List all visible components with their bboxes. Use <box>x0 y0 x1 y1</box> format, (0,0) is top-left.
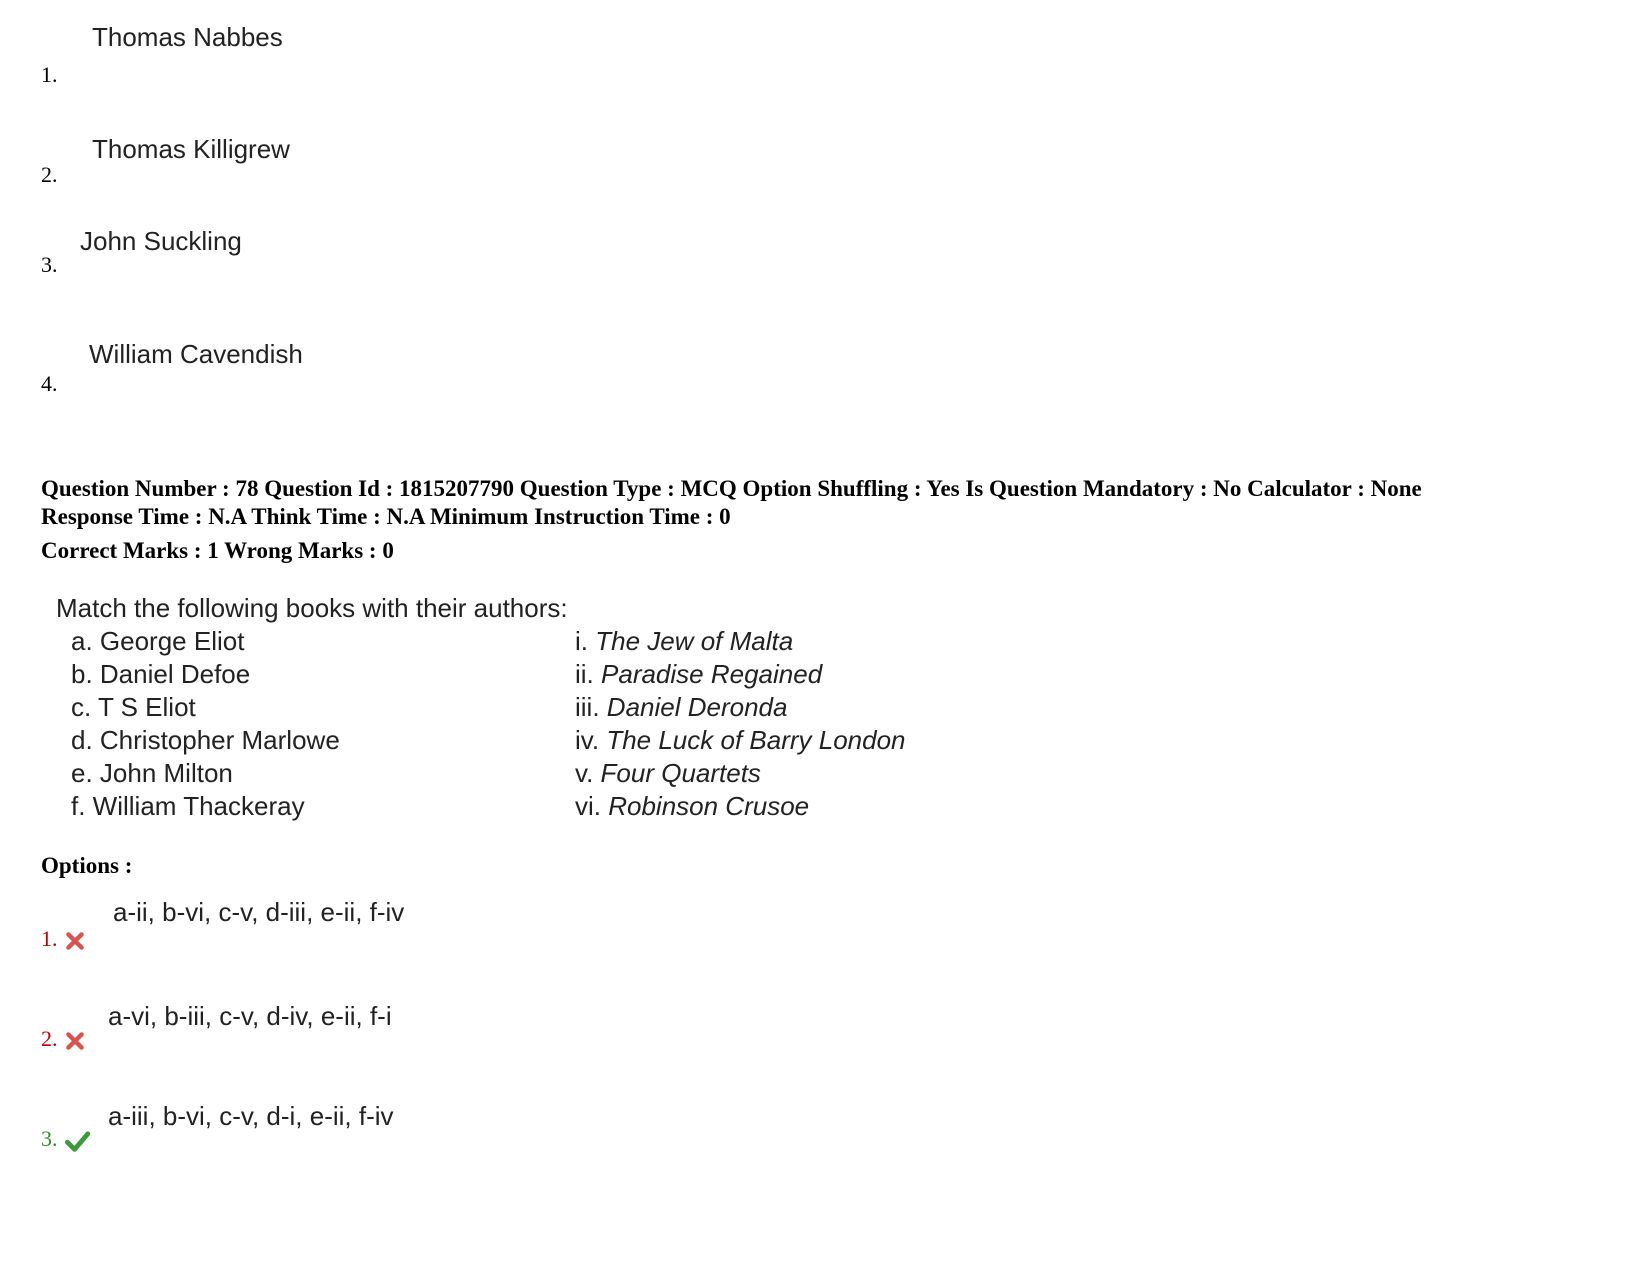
book-item <box>575 626 793 657</box>
author-item: f. William Thackeray <box>71 791 305 821</box>
options-label: Options : <box>41 853 133 878</box>
book-title: The Luck of Barry London <box>606 725 906 755</box>
previous-option-text: Thomas Nabbes <box>92 22 283 52</box>
book-title: The Jew of Malta <box>595 626 794 656</box>
cross-icon <box>64 930 86 952</box>
previous-option-text: John Suckling <box>80 226 242 256</box>
option-number-label: 1. <box>41 926 58 951</box>
book-numeral: vi. <box>575 791 601 821</box>
option-number <box>41 1026 86 1052</box>
previous-option-text: William Cavendish <box>89 339 303 369</box>
previous-option-number: 2. <box>41 162 58 187</box>
book-title: Four Quartets <box>600 758 761 788</box>
option-number <box>41 926 86 952</box>
author-item: e. John Milton <box>71 758 233 788</box>
previous-option-text: Thomas Killigrew <box>92 134 290 164</box>
option-number-label: 3. <box>41 1126 58 1151</box>
previous-option-number: 1. <box>41 62 58 87</box>
author-item: a. George Eliot <box>71 626 245 656</box>
book-item <box>575 758 761 789</box>
author-item: b. Daniel Defoe <box>71 659 251 689</box>
question-meta-line-1: Question Number : 78 Question Id : 1815207790 Question Type : MCQ Option Shuffling : Yes Is Question Mandatory : No Calculator : None <box>41 476 1422 501</box>
previous-option-number: 3. <box>41 252 58 277</box>
book-numeral: ii. <box>575 659 594 689</box>
book-item <box>575 692 787 723</box>
book-title: Robinson Crusoe <box>608 791 810 821</box>
option-text: a-ii, b-vi, c-v, d-iii, e-ii, f-iv <box>113 897 405 927</box>
question-marks: Correct Marks : 1 Wrong Marks : 0 <box>41 538 394 563</box>
book-item <box>575 725 906 756</box>
author-item: d. Christopher Marlowe <box>71 725 340 755</box>
author-item: c. T S Eliot <box>71 692 196 722</box>
option-number-label: 2. <box>41 1026 58 1051</box>
previous-option-number: 4. <box>41 371 58 396</box>
cross-icon <box>64 1030 86 1052</box>
question-meta-line-2: Response Time : N.A Think Time : N.A Minimum Instruction Time : 0 <box>41 504 731 529</box>
book-numeral: i. <box>575 626 588 656</box>
book-title: Paradise Regained <box>601 659 823 689</box>
book-item <box>575 791 809 822</box>
question-stem: Match the following books with their authors: <box>56 593 568 623</box>
check-icon <box>64 1129 90 1153</box>
book-title: Daniel Deronda <box>606 692 788 722</box>
book-numeral: iii. <box>575 692 600 722</box>
book-numeral: iv. <box>575 725 600 755</box>
book-item <box>575 659 822 690</box>
book-numeral: v. <box>575 758 594 788</box>
option-text: a-iii, b-vi, c-v, d-i, e-ii, f-iv <box>108 1101 394 1131</box>
option-number <box>41 1126 90 1153</box>
option-text: a-vi, b-iii, c-v, d-iv, e-ii, f-i <box>108 1001 392 1031</box>
